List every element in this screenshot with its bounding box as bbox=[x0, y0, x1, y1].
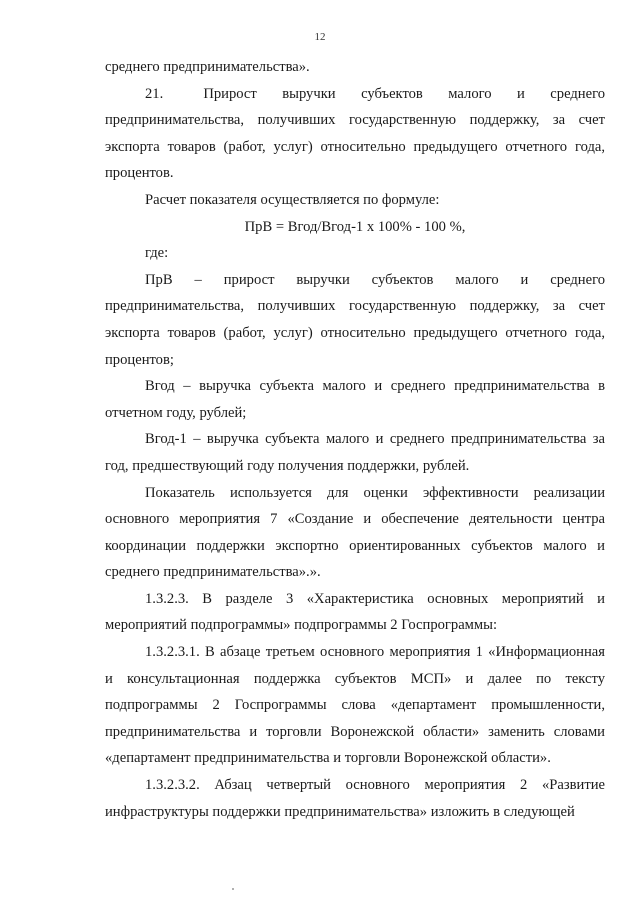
paragraph-definition-prv: ПрВ – прирост выручки субъектов малого и среднего предпринимательства, получивших государственную поддержку, за счет экспорта товаров (работ, услуг) относительно предыдущего отчетного года, процентов; bbox=[105, 271, 605, 368]
paragraph-formula-intro: Расчет показателя осуществляется по формуле: bbox=[145, 191, 440, 208]
paragraph-definition-vgod: Вгод – выручка субъекта малого и среднего предпринимательства в отчетном году, рублей; bbox=[105, 378, 605, 421]
paragraph-where: где: bbox=[145, 245, 169, 262]
paragraph-item-21: 21. Прирост выручки субъектов малого и среднего предпринимательства, получивших государственную поддержку, за счет экспорта товаров (работ, услуг) относительно предыдущего отчетного года, процентов. bbox=[105, 85, 605, 182]
paragraph-definition-vgod-1: Вгод-1 – выручка субъекта малого и среднего предпринимательства за год, предшествующий году получения поддержки, рублей. bbox=[105, 431, 605, 474]
paragraph-indicator-usage: Показатель используется для оценки эффективности реализации основного мероприятия 7 «Создание и обеспечение деятельности центра координации поддержки экспортно ориентированных субъектов малого и среднего предпринимательства».». bbox=[105, 484, 605, 581]
scan-speck bbox=[232, 888, 234, 890]
paragraph-1-3-2-3-1: 1.3.2.3.1. В абзаце третьем основного мероприятия 1 «Информационная и консультационная поддержка субъектов МСП» и далее по тексту подпрограммы 2 Госпрограммы слова «департамент промышленности, предпринимательства и торговли Воронежской области» заменить словами «департамент предпринимательства и торговли Воронежской области». bbox=[105, 644, 605, 767]
formula: ПрВ = Вгод/Вгод-1 х 100% - 100 %, bbox=[244, 218, 466, 235]
paragraph-1-3-2-3-2: 1.3.2.3.2. Абзац четвертый основного мероприятия 2 «Развитие инфраструктуры поддержки предпринимательства» изложить в следующей bbox=[105, 777, 605, 820]
document-body bbox=[105, 54, 605, 825]
paragraph-continuation: среднего предпринимательства». bbox=[105, 59, 310, 75]
page-number: 12 bbox=[314, 31, 326, 43]
paragraph-1-3-2-3: 1.3.2.3. В разделе 3 «Характеристика основных мероприятий и мероприятий подпрограммы» подпрограммы 2 Госпрограммы: bbox=[105, 590, 605, 634]
